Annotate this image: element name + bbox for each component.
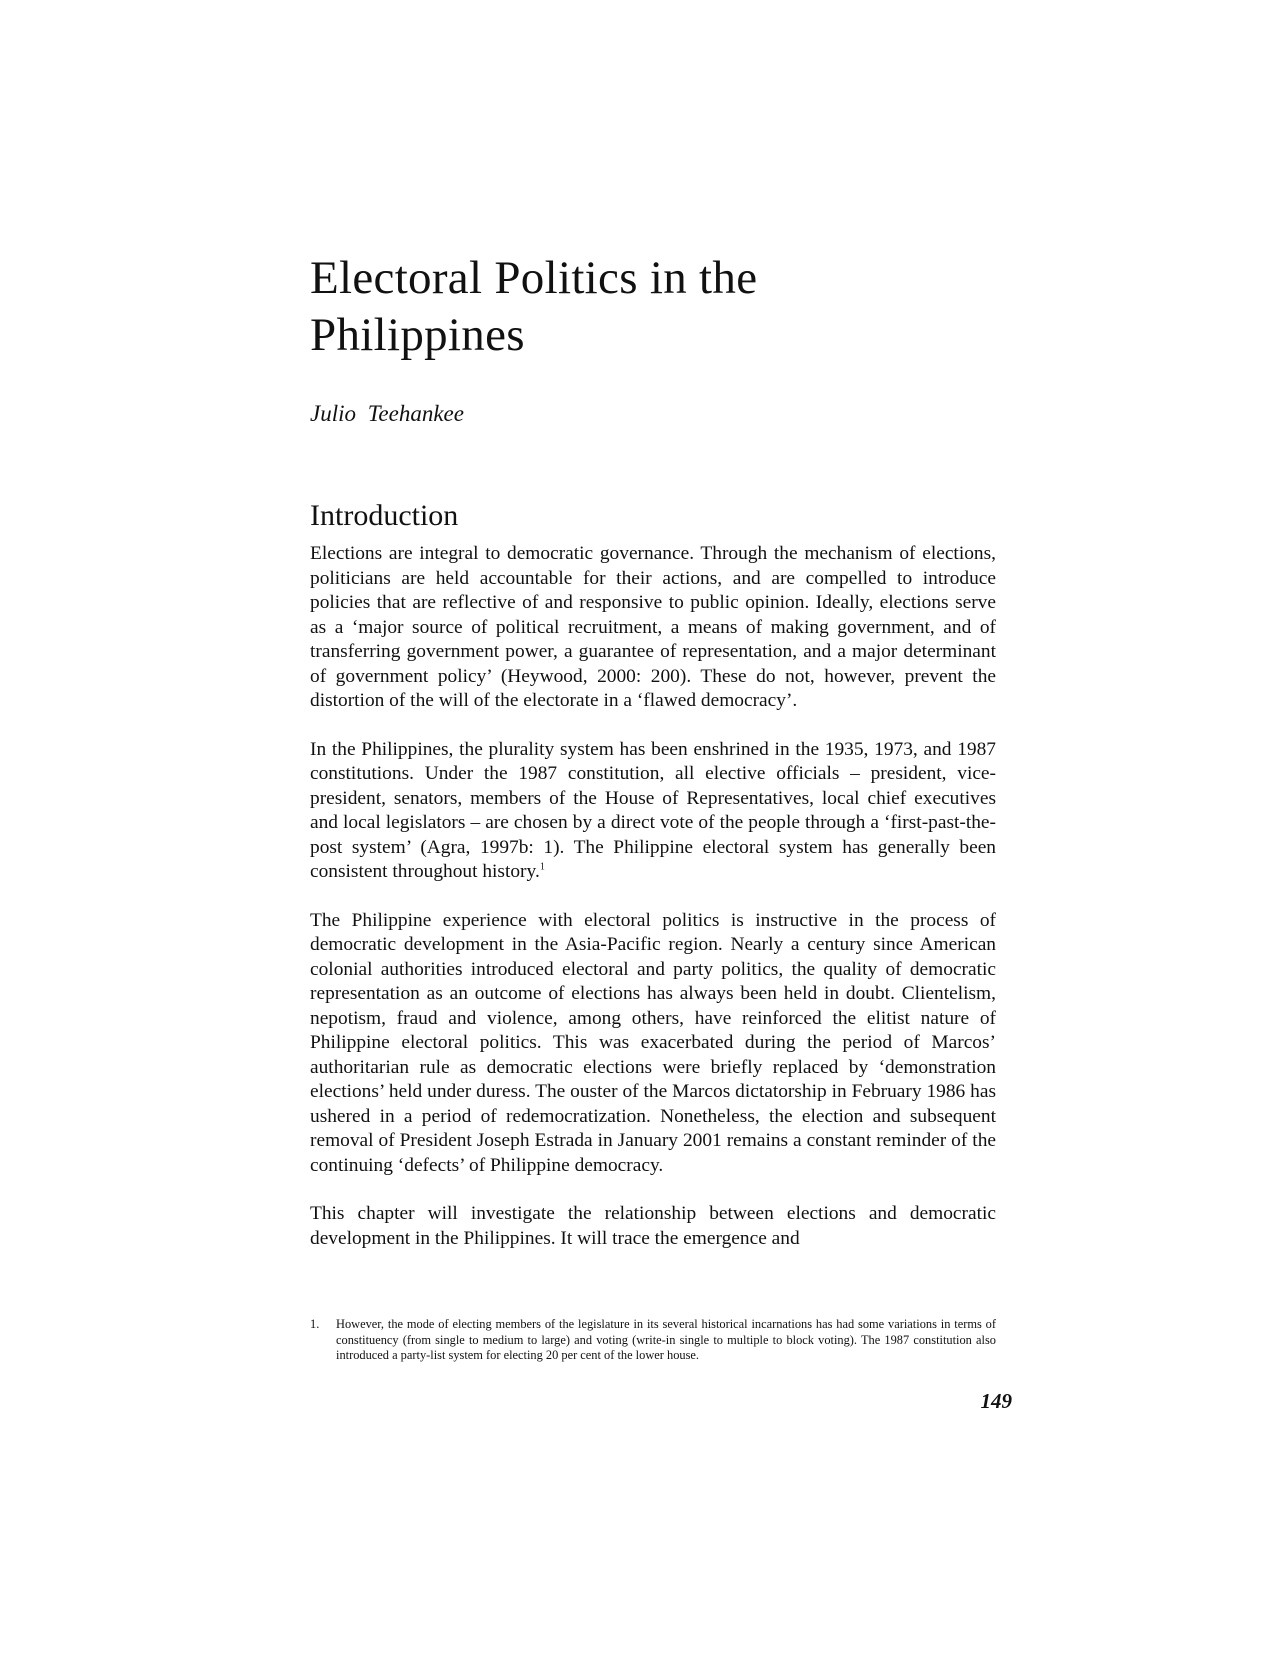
chapter-title-line-2: Philippines — [310, 309, 525, 361]
paragraph-4: This chapter will investigate the relationship between elections and democratic development in the Philippines. It will trace the emergence and — [310, 1203, 996, 1249]
paragraph-1: Elections are integral to democratic governance. Through the mechanism of elections, politicians are held accountable for their actions, and are compelled to introduce policies that are reflective of and responsive to public opinion. Ideally, elections serve as a ‘major source of political recruitment, a means of making government, and of transferring government power, a guarantee of representation, and a major determinant of government policy’ (Heywood, 2000: 200). These do not, however, prevent the distortion of the will of the electorate in a ‘flawed democracy’. — [310, 543, 996, 711]
body-text — [310, 542, 996, 1251]
footnote-number: 1. — [310, 1317, 320, 1331]
chapter-title-line-1: Electoral Politics in the — [310, 252, 758, 304]
footnote-reference: 1 — [539, 861, 545, 873]
footnote — [310, 1317, 996, 1364]
paragraph-3: The Philippine experience with electoral politics is instructive in the process of democratic development in the Asia-Pacific region. Nearly a century since American colonial authorities introduced electoral and party politics, the quality of democratic representation as an outcome of elections has always been held in doubt. Clientelism, nepotism, fraud and violence, among others, have reinforced the elitist nature of Philippine electoral politics. This was exacerbated during the period of Marcos’ authoritarian rule as democratic elections were briefly replaced by ‘demonstration elections’ held under duress. The ouster of the Marcos dictatorship in February 1986 has ushered in a period of redemocratization. Nonetheless, the election and subsequent removal of President Joseph Estrada in January 2001 remains a constant reminder of the continuing ‘defects’ of Philippine democracy. — [310, 909, 996, 1176]
footnote-text: However, the mode of electing members of the legislature in its several historical incarnations has had some variations in terms of constituency (from single to medium to large) and voting (write-in single to multiple to block voting). The 1987 constitution also introduced a party-list system for electing 20 per cent of the lower house. — [336, 1317, 996, 1363]
page-content — [310, 250, 996, 1251]
paragraph-2 — [310, 738, 996, 885]
author-name: Julio Teehankee — [310, 401, 464, 426]
footnotes — [310, 1317, 996, 1364]
chapter-title — [310, 250, 996, 364]
page-number: 149 — [980, 1389, 1012, 1413]
section-heading: Introduction — [310, 499, 459, 532]
paragraph-2-text: In the Philippines, the plurality system has been enshrined in the 1935, 1973, and 1987 constitutions. Under the 1987 constitution, all elective officials – president, vice-president, senators, members of the House of Representatives, local chief executives and local legislators – are chosen by a direct vote of the people through a ‘first-past-the-post system’ (Agra, 1997b: 1). The Philippine electoral system has generally been consistent throughout history. — [310, 738, 996, 882]
